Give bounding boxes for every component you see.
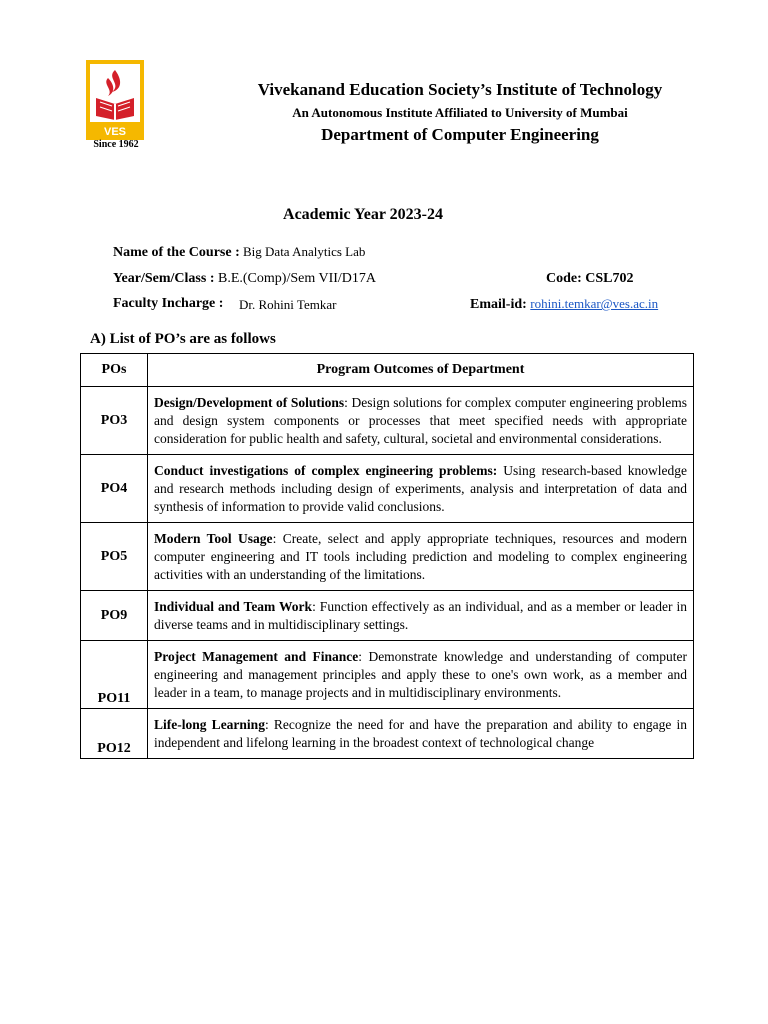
col-header-outcomes: Program Outcomes of Department xyxy=(148,354,694,387)
table-row xyxy=(81,387,694,455)
table-row xyxy=(81,455,694,523)
class-label: Year/Sem/Class : xyxy=(113,271,215,286)
email-line xyxy=(470,296,658,313)
po-text: : Create, select and apply appropriate techniques, resources and modern computer engineering and IT tools including prediction and modeling to complex engineering activities with an understanding of the limitations. xyxy=(154,531,687,582)
ves-logo xyxy=(86,60,144,140)
po-description xyxy=(148,709,694,759)
po-title: Modern Tool Usage xyxy=(154,531,273,546)
po-title: Project Management and Finance xyxy=(154,649,359,664)
since-text: Since 1962 xyxy=(93,139,139,150)
po-text: : Function effectively as an individual, and as a member or leader in diverse teams and in multidisciplinary settings. xyxy=(154,599,687,632)
faculty-line xyxy=(113,296,223,312)
po-code: PO5 xyxy=(81,523,148,591)
faculty-value: Dr. Rohini Temkar xyxy=(239,297,337,312)
po-code: PO12 xyxy=(81,709,148,759)
class-line xyxy=(113,271,376,287)
course-name-value: Big Data Analytics Lab xyxy=(239,244,366,259)
po-description xyxy=(148,523,694,591)
po-description xyxy=(148,591,694,641)
department-name: Department of Computer Engineering xyxy=(321,125,599,144)
col-header-pos: POs xyxy=(81,354,148,387)
course-name-label: Name of the Course : xyxy=(113,245,240,260)
academic-year: Academic Year 2023-24 xyxy=(283,206,443,223)
table-row xyxy=(81,709,694,759)
affiliation-text: An Autonomous Institute Affiliated to University of Mumbai xyxy=(292,105,628,120)
code-value: CSL702 xyxy=(585,271,634,286)
faculty-label: Faculty Incharge : xyxy=(113,296,224,311)
table-header-row xyxy=(81,354,694,387)
po-code: PO11 xyxy=(81,641,148,709)
logo-text: VES xyxy=(103,126,127,138)
po-code: PO4 xyxy=(81,455,148,523)
po-code: PO3 xyxy=(81,387,148,455)
po-description xyxy=(148,455,694,523)
po-text: : Design solutions for complex computer engineering problems and design system components or processes that meet specified needs with appropriate consideration for public health and safety, cultural, societal and environmental considerations. xyxy=(154,395,687,446)
po-table xyxy=(80,353,694,759)
table-row xyxy=(81,591,694,641)
course-name-line xyxy=(113,244,365,261)
section-title: A) List of PO’s are as follows xyxy=(90,331,276,347)
po-text: Using research-based knowledge and research methods including design of experiments, analysis and interpretation of data and synthesis of information to provide valid conclusions. xyxy=(154,463,688,514)
po-text: : Recognize the need for and have the preparation and ability to engage in independent and lifelong learning in the broadest context of technological change xyxy=(154,717,687,750)
code-line xyxy=(546,271,634,287)
po-title: Conduct investigations of complex engineering problems: xyxy=(154,463,498,478)
institute-name: Vivekanand Education Society’s Institute of Technology xyxy=(257,80,663,99)
email-link[interactable]: rohini.temkar@ves.ac.in xyxy=(530,296,659,311)
po-title: Life-long Learning xyxy=(154,717,265,732)
po-code: PO9 xyxy=(81,591,148,641)
email-label: Email-id: xyxy=(470,297,527,312)
po-description xyxy=(148,387,694,455)
po-title: Individual and Team Work xyxy=(154,599,313,614)
class-value: B.E.(Comp)/Sem VII/D17A xyxy=(214,271,377,286)
table-row xyxy=(81,641,694,709)
po-text: : Demonstrate knowledge and understanding of computer engineering and management principles and apply these to one's own work, as a member and leader in a team, to manage projects and in multidisciplinary environments. xyxy=(154,649,688,700)
po-title: Design/Development of Solutions xyxy=(154,395,345,410)
code-label: Code: xyxy=(546,271,582,286)
po-description xyxy=(148,641,694,709)
table-row xyxy=(81,523,694,591)
